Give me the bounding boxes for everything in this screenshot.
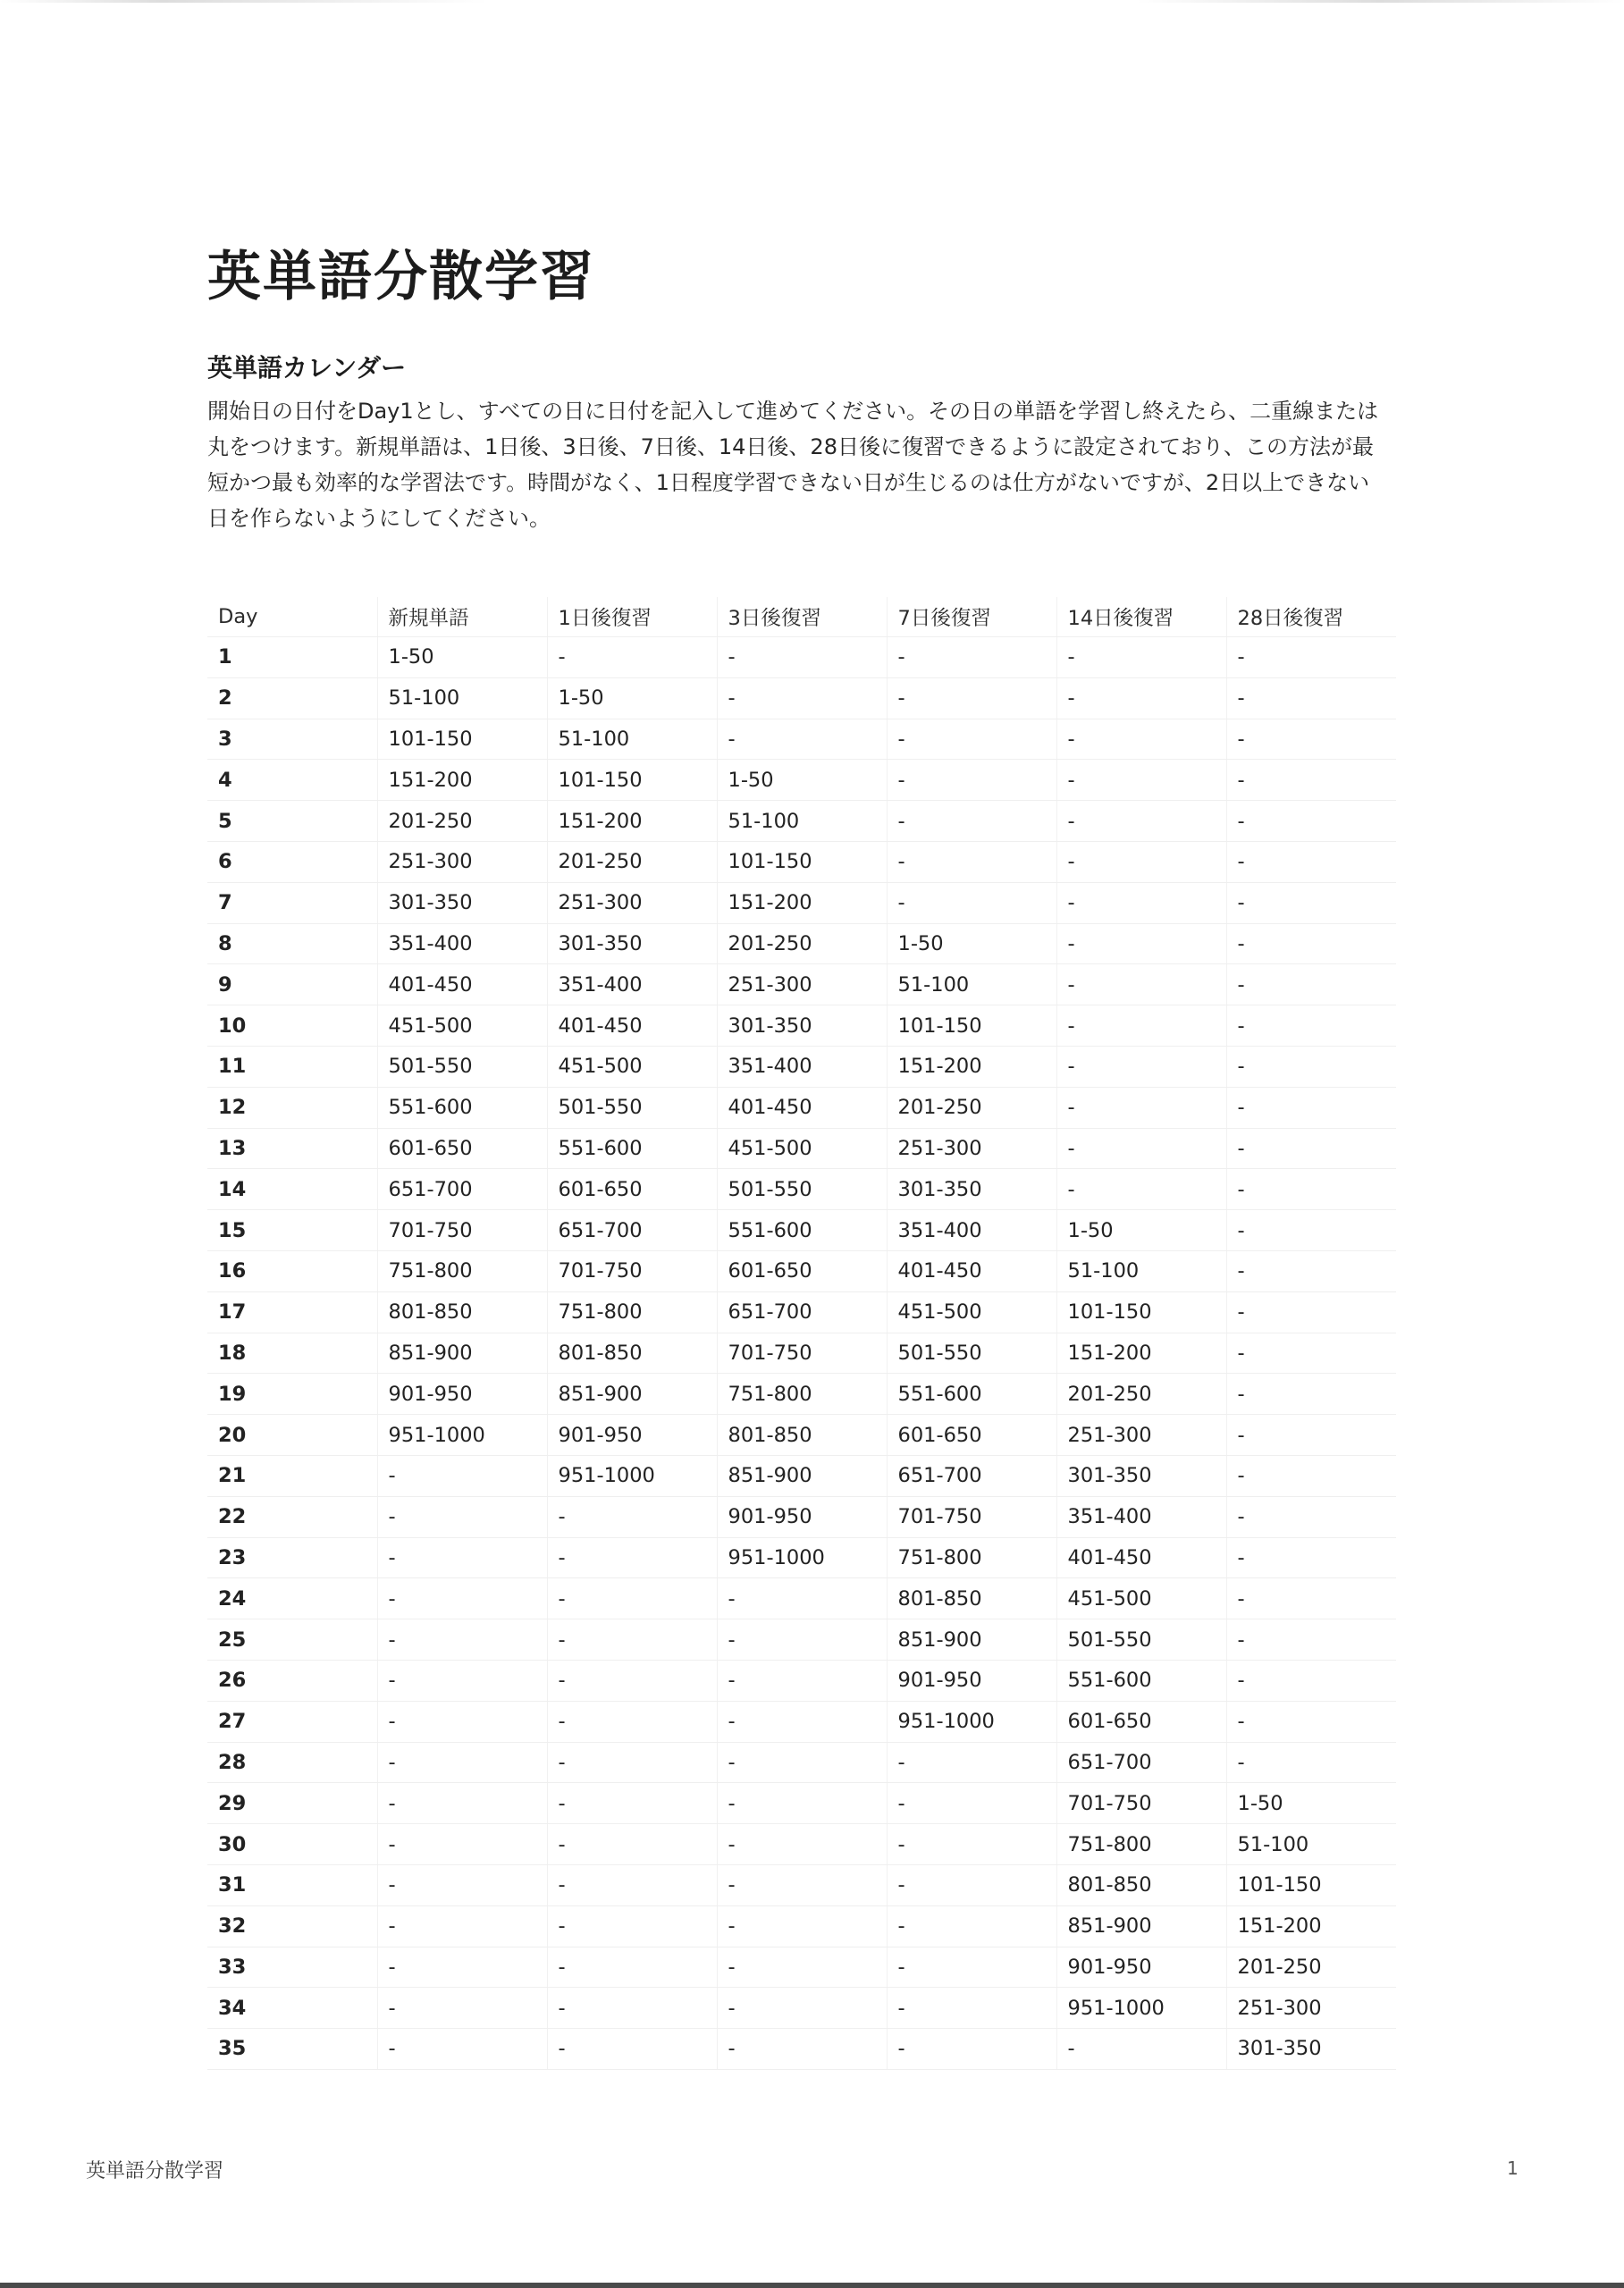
table-row [207, 964, 1396, 1005]
table-row [207, 1291, 1396, 1333]
range-cell: - [1226, 964, 1396, 1005]
range-cell: - [1056, 1005, 1226, 1047]
table-row [207, 1210, 1396, 1251]
range-cell: 301-350 [547, 923, 717, 964]
range-cell: 251-300 [1056, 1415, 1226, 1456]
range-cell: 1-50 [887, 923, 1056, 964]
day-cell: 22 [207, 1496, 377, 1537]
range-cell: 651-700 [547, 1210, 717, 1251]
range-cell: 651-700 [717, 1291, 887, 1333]
range-cell: 251-300 [377, 841, 547, 882]
range-cell: 201-250 [717, 923, 887, 964]
table-row [207, 1537, 1396, 1578]
column-header: 3日後復習 [717, 597, 887, 637]
column-header: 14日後復習 [1056, 597, 1226, 637]
table-row [207, 801, 1396, 842]
table-row [207, 1496, 1396, 1537]
range-cell: 151-200 [717, 882, 887, 923]
range-cell: 351-400 [1056, 1496, 1226, 1537]
range-cell: - [887, 1947, 1056, 1988]
table-row [207, 923, 1396, 964]
range-cell: - [717, 1988, 887, 2029]
range-cell: 351-400 [377, 923, 547, 964]
range-cell: 401-450 [717, 1087, 887, 1128]
range-cell: - [887, 760, 1056, 801]
range-cell: 901-950 [1056, 1947, 1226, 1988]
range-cell: 301-350 [887, 1169, 1056, 1210]
range-cell: - [1226, 1660, 1396, 1701]
range-cell: 51-100 [377, 677, 547, 719]
table-row [207, 1250, 1396, 1291]
range-cell: - [1226, 923, 1396, 964]
range-cell: 401-450 [377, 964, 547, 1005]
range-cell: - [377, 1660, 547, 1701]
range-cell: 851-900 [887, 1619, 1056, 1661]
table-row [207, 1005, 1396, 1047]
day-cell: 31 [207, 1864, 377, 1905]
range-cell: 501-550 [717, 1169, 887, 1210]
range-cell: 601-650 [717, 1250, 887, 1291]
range-cell: 51-100 [1056, 1250, 1226, 1291]
range-cell: - [377, 1701, 547, 1742]
range-cell: 451-500 [717, 1128, 887, 1169]
range-cell: 751-800 [887, 1537, 1056, 1578]
range-cell: 301-350 [377, 882, 547, 923]
table-row [207, 1046, 1396, 1087]
range-cell: - [717, 2029, 887, 2070]
range-cell: 901-950 [717, 1496, 887, 1537]
table-row [207, 1947, 1396, 1988]
day-cell: 14 [207, 1169, 377, 1210]
range-cell: 551-600 [887, 1374, 1056, 1415]
day-cell: 3 [207, 719, 377, 760]
day-cell: 9 [207, 964, 377, 1005]
day-cell: 13 [207, 1128, 377, 1169]
range-cell: 1-50 [1056, 1210, 1226, 1251]
range-cell: 901-950 [547, 1415, 717, 1456]
range-cell: 251-300 [887, 1128, 1056, 1169]
range-cell: - [717, 1905, 887, 1947]
range-cell: 951-1000 [547, 1455, 717, 1496]
day-cell: 10 [207, 1005, 377, 1047]
range-cell: - [887, 1988, 1056, 2029]
range-cell: - [547, 1783, 717, 1824]
day-cell: 32 [207, 1905, 377, 1947]
day-cell: 29 [207, 1783, 377, 1824]
day-cell: 5 [207, 801, 377, 842]
range-cell: 301-350 [1056, 1455, 1226, 1496]
day-cell: 18 [207, 1333, 377, 1374]
range-cell: 251-300 [717, 964, 887, 1005]
range-cell: - [887, 2029, 1056, 2070]
range-cell: 701-750 [1056, 1783, 1226, 1824]
range-cell: 451-500 [377, 1005, 547, 1047]
table-row [207, 1169, 1396, 1210]
range-cell: - [1226, 801, 1396, 842]
range-cell: 51-100 [717, 801, 887, 842]
range-cell: 51-100 [887, 964, 1056, 1005]
range-cell: 551-600 [717, 1210, 887, 1251]
table-row [207, 1128, 1396, 1169]
table-row [207, 760, 1396, 801]
range-cell: - [547, 1824, 717, 1865]
range-cell: - [377, 1619, 547, 1661]
range-cell: 701-750 [717, 1333, 887, 1374]
range-cell: 601-650 [547, 1169, 717, 1210]
range-cell: - [1226, 1742, 1396, 1783]
range-cell: 201-250 [1226, 1947, 1396, 1988]
review-schedule-table [207, 597, 1396, 2070]
range-cell: - [547, 1947, 717, 1988]
range-cell: - [887, 1783, 1056, 1824]
range-cell: - [1226, 1291, 1396, 1333]
range-cell: 851-900 [717, 1455, 887, 1496]
range-cell: - [887, 637, 1056, 678]
range-cell: 851-900 [377, 1333, 547, 1374]
page-number: 1 [1507, 2158, 1519, 2179]
range-cell: - [547, 1864, 717, 1905]
table-row [207, 1333, 1396, 1374]
range-cell: 51-100 [547, 719, 717, 760]
range-cell: 1-50 [717, 760, 887, 801]
range-cell: 701-750 [547, 1250, 717, 1291]
range-cell: - [887, 882, 1056, 923]
column-header: Day [207, 597, 377, 637]
range-cell: 551-600 [377, 1087, 547, 1128]
range-cell: - [1056, 2029, 1226, 2070]
range-cell: 101-150 [887, 1005, 1056, 1047]
range-cell: - [1056, 637, 1226, 678]
table-header-row [207, 597, 1396, 637]
table-row [207, 1742, 1396, 1783]
range-cell: 151-200 [1056, 1333, 1226, 1374]
table-row [207, 841, 1396, 882]
table-row [207, 1415, 1396, 1456]
day-cell: 19 [207, 1374, 377, 1415]
day-cell: 23 [207, 1537, 377, 1578]
range-cell: - [717, 1578, 887, 1619]
day-cell: 2 [207, 677, 377, 719]
range-cell: - [887, 841, 1056, 882]
range-cell: 801-850 [887, 1578, 1056, 1619]
range-cell: - [1226, 1250, 1396, 1291]
range-cell: - [1226, 1701, 1396, 1742]
range-cell: 601-650 [887, 1415, 1056, 1456]
range-cell: - [717, 677, 887, 719]
range-cell: - [1226, 1128, 1396, 1169]
day-cell: 7 [207, 882, 377, 923]
range-cell: - [1056, 1046, 1226, 1087]
range-cell: 401-450 [887, 1250, 1056, 1291]
range-cell: 851-900 [1056, 1905, 1226, 1947]
range-cell: - [1226, 1210, 1396, 1251]
table-row [207, 677, 1396, 719]
day-cell: 20 [207, 1415, 377, 1456]
day-cell: 12 [207, 1087, 377, 1128]
table-body [207, 637, 1396, 2070]
intro-paragraph: 開始日の日付をDay1とし、すべての日に日付を記入して進めてください。その日の単語を学習し終えたら、二重線または丸をつけます。新規単語は、1日後、3日後、7日後、14日後、28日後に復習できるように設定されており、この方法が最短かつ最も効率的な学習法です。時間がなく、1日程度学習できない日が生じるのは仕方がないですが、2日以上できない日を作らないようにしてください。 [207, 399, 1379, 531]
range-cell: 201-250 [377, 801, 547, 842]
range-cell: - [1226, 1005, 1396, 1047]
range-cell: - [1226, 1537, 1396, 1578]
day-cell: 34 [207, 1988, 377, 2029]
range-cell: - [547, 1742, 717, 1783]
range-cell: 1-50 [547, 677, 717, 719]
range-cell: 951-1000 [717, 1537, 887, 1578]
range-cell: - [1226, 1619, 1396, 1661]
range-cell: 1-50 [377, 637, 547, 678]
range-cell: - [377, 1824, 547, 1865]
table-row [207, 1374, 1396, 1415]
range-cell: - [1226, 760, 1396, 801]
range-cell: - [547, 1619, 717, 1661]
range-cell: 201-250 [887, 1087, 1056, 1128]
range-cell: 1-50 [1226, 1783, 1396, 1824]
table-row [207, 719, 1396, 760]
range-cell: - [1226, 677, 1396, 719]
table-row [207, 1864, 1396, 1905]
range-cell: 201-250 [547, 841, 717, 882]
day-cell: 15 [207, 1210, 377, 1251]
range-cell: - [1056, 760, 1226, 801]
range-cell: - [1226, 1087, 1396, 1128]
day-cell: 25 [207, 1619, 377, 1661]
range-cell: 101-150 [377, 719, 547, 760]
range-cell: - [377, 2029, 547, 2070]
range-cell: 151-200 [547, 801, 717, 842]
range-cell: - [547, 1578, 717, 1619]
day-cell: 4 [207, 760, 377, 801]
range-cell: - [1056, 1087, 1226, 1128]
day-cell: 6 [207, 841, 377, 882]
range-cell: 951-1000 [377, 1415, 547, 1456]
range-cell: - [377, 1947, 547, 1988]
range-cell: - [547, 1537, 717, 1578]
range-cell: 451-500 [887, 1291, 1056, 1333]
range-cell: - [1056, 841, 1226, 882]
range-cell: 651-700 [377, 1169, 547, 1210]
range-cell: - [717, 1660, 887, 1701]
range-cell: 151-200 [377, 760, 547, 801]
range-cell: 101-150 [547, 760, 717, 801]
footer-title: 英単語分散学習 [86, 2160, 224, 2183]
range-cell: - [717, 1742, 887, 1783]
range-cell: - [887, 1905, 1056, 1947]
day-cell: 21 [207, 1455, 377, 1496]
range-cell: 801-850 [717, 1415, 887, 1456]
table-row [207, 1988, 1396, 2029]
table-row [207, 1824, 1396, 1865]
range-cell: - [1226, 1415, 1396, 1456]
range-cell: - [377, 1496, 547, 1537]
column-header: 1日後復習 [547, 597, 717, 637]
range-cell: 801-850 [1056, 1864, 1226, 1905]
day-cell: 35 [207, 2029, 377, 2070]
range-cell: 951-1000 [887, 1701, 1056, 1742]
range-cell: 351-400 [547, 964, 717, 1005]
range-cell: - [377, 1988, 547, 2029]
range-cell: - [887, 801, 1056, 842]
range-cell: - [1226, 882, 1396, 923]
table-row [207, 1087, 1396, 1128]
range-cell: 501-550 [1056, 1619, 1226, 1661]
range-cell: 501-550 [377, 1046, 547, 1087]
range-cell: - [717, 1701, 887, 1742]
range-cell: 551-600 [547, 1128, 717, 1169]
range-cell: - [887, 677, 1056, 719]
range-cell: - [717, 1947, 887, 1988]
range-cell: 751-800 [547, 1291, 717, 1333]
range-cell: - [887, 719, 1056, 760]
range-cell: 701-750 [887, 1496, 1056, 1537]
range-cell: - [377, 1905, 547, 1947]
range-cell: 251-300 [547, 882, 717, 923]
range-cell: 501-550 [547, 1087, 717, 1128]
table-row [207, 1578, 1396, 1619]
range-cell: 651-700 [887, 1455, 1056, 1496]
range-cell: 301-350 [717, 1005, 887, 1047]
column-header: 新規単語 [377, 597, 547, 637]
range-cell: 201-250 [1056, 1374, 1226, 1415]
section-heading: 英単語カレンダー [207, 353, 407, 383]
range-cell: 401-450 [1056, 1537, 1226, 1578]
range-cell: - [1226, 1169, 1396, 1210]
range-cell: 51-100 [1226, 1824, 1396, 1865]
range-cell: - [377, 1864, 547, 1905]
range-cell: - [547, 1988, 717, 2029]
range-cell: - [717, 1864, 887, 1905]
range-cell: - [1226, 1455, 1396, 1496]
range-cell: - [887, 1824, 1056, 1865]
range-cell: 901-950 [377, 1374, 547, 1415]
range-cell: - [1226, 1333, 1396, 1374]
range-cell: - [717, 1824, 887, 1865]
range-cell: - [1226, 1578, 1396, 1619]
range-cell: - [1056, 964, 1226, 1005]
range-cell: - [1056, 1169, 1226, 1210]
range-cell: - [377, 1578, 547, 1619]
range-cell: - [1226, 637, 1396, 678]
range-cell: - [887, 1742, 1056, 1783]
range-cell: - [717, 1619, 887, 1661]
range-cell: 151-200 [1226, 1905, 1396, 1947]
range-cell: 301-350 [1226, 2029, 1396, 2070]
range-cell: 751-800 [717, 1374, 887, 1415]
range-cell: 351-400 [717, 1046, 887, 1087]
table-row [207, 1619, 1396, 1661]
range-cell: - [377, 1455, 547, 1496]
range-cell: - [547, 1660, 717, 1701]
day-cell: 26 [207, 1660, 377, 1701]
day-cell: 11 [207, 1046, 377, 1087]
day-cell: 27 [207, 1701, 377, 1742]
range-cell: 601-650 [377, 1128, 547, 1169]
range-cell: - [1226, 1046, 1396, 1087]
range-cell: 401-450 [547, 1005, 717, 1047]
table-row [207, 637, 1396, 678]
range-cell: - [717, 719, 887, 760]
table-row [207, 882, 1396, 923]
range-cell: 151-200 [887, 1046, 1056, 1087]
scan-edge-top [0, 0, 1624, 3]
range-cell: - [1056, 719, 1226, 760]
column-header: 7日後復習 [887, 597, 1056, 637]
range-cell: - [547, 637, 717, 678]
range-cell: 501-550 [887, 1333, 1056, 1374]
range-cell: 101-150 [717, 841, 887, 882]
range-cell: - [1056, 1128, 1226, 1169]
range-cell: 801-850 [547, 1333, 717, 1374]
range-cell: 601-650 [1056, 1701, 1226, 1742]
table-row [207, 1455, 1396, 1496]
day-cell: 30 [207, 1824, 377, 1865]
range-cell: - [547, 1701, 717, 1742]
range-cell: 651-700 [1056, 1742, 1226, 1783]
table-row [207, 1701, 1396, 1742]
range-cell: - [547, 2029, 717, 2070]
range-cell: - [1056, 882, 1226, 923]
range-cell: - [377, 1742, 547, 1783]
range-cell: 101-150 [1056, 1291, 1226, 1333]
day-cell: 24 [207, 1578, 377, 1619]
range-cell: - [1056, 677, 1226, 719]
table-row [207, 2029, 1396, 2070]
range-cell: 951-1000 [1056, 1988, 1226, 2029]
range-cell: - [1056, 801, 1226, 842]
range-cell: 551-600 [1056, 1660, 1226, 1701]
column-header: 28日後復習 [1226, 597, 1396, 637]
range-cell: 751-800 [1056, 1824, 1226, 1865]
range-cell: 901-950 [887, 1660, 1056, 1701]
range-cell: 251-300 [1226, 1988, 1396, 2029]
range-cell: 351-400 [887, 1210, 1056, 1251]
day-cell: 1 [207, 637, 377, 678]
range-cell: - [547, 1496, 717, 1537]
range-cell: - [1226, 841, 1396, 882]
range-cell: - [1226, 1374, 1396, 1415]
range-cell: 851-900 [547, 1374, 717, 1415]
day-cell: 28 [207, 1742, 377, 1783]
range-cell: - [377, 1783, 547, 1824]
range-cell: 801-850 [377, 1291, 547, 1333]
range-cell: 451-500 [1056, 1578, 1226, 1619]
range-cell: - [1056, 923, 1226, 964]
range-cell: - [547, 1905, 717, 1947]
page-title: 英単語分散学習 [207, 246, 595, 308]
range-cell: 101-150 [1226, 1864, 1396, 1905]
day-cell: 17 [207, 1291, 377, 1333]
day-cell: 33 [207, 1947, 377, 1988]
range-cell: - [1226, 1496, 1396, 1537]
range-cell: 751-800 [377, 1250, 547, 1291]
day-cell: 16 [207, 1250, 377, 1291]
range-cell: 451-500 [547, 1046, 717, 1087]
range-cell: - [1226, 719, 1396, 760]
table-row [207, 1783, 1396, 1824]
day-cell: 8 [207, 923, 377, 964]
table-row [207, 1905, 1396, 1947]
table-row [207, 1660, 1396, 1701]
range-cell: 701-750 [377, 1210, 547, 1251]
range-cell: - [887, 1864, 1056, 1905]
range-cell: - [377, 1537, 547, 1578]
scan-edge-bottom [0, 2283, 1624, 2288]
range-cell: - [717, 1783, 887, 1824]
range-cell: - [717, 637, 887, 678]
